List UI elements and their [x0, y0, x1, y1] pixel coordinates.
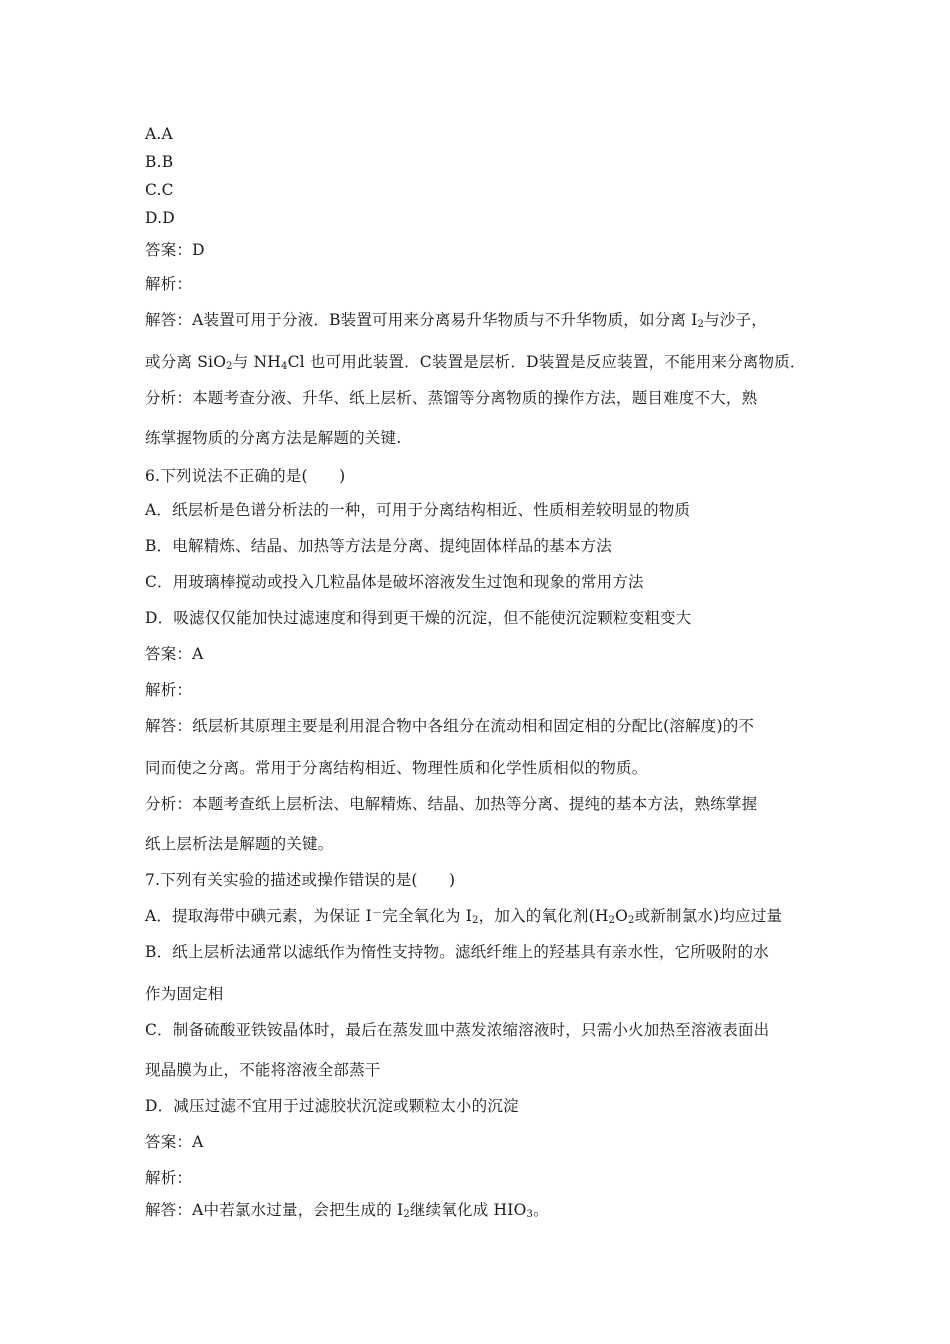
q5-option-a: A.A [145, 125, 173, 143]
q6-answer: 答案：A [145, 645, 204, 663]
q5-analysis-line-2: 练掌握物质的分离方法是解题的关键. [145, 429, 402, 447]
q5-option-b: B.B [145, 153, 174, 171]
q6-option-a: A．纸层析是色谱分析法的一种，可用于分离结构相近、性质相差较明显的物质 [145, 501, 691, 519]
q5-analysis-label: 解析： [145, 275, 193, 293]
q7-solution: 解答：A中若氯水过量，会把生成的 $I_2$继续氧化成 $HIO_3$。 [145, 1201, 549, 1220]
q6-solution-line-1: 解答：纸层析其原理主要是利用混合物中各组分在流动相和固定相的分配比(溶解度)的不 [145, 717, 755, 735]
q5-analysis-line-1: 分析：本题考查分液、升华、纸上层析、蒸馏等分离物质的操作方法，题目难度不大，熟 [145, 389, 758, 407]
q7-option-c-line-2: 现晶膜为止，不能将溶液全部蒸干 [145, 1061, 381, 1079]
q7-stem: 7.下列有关实验的描述或操作错误的是( ) [145, 871, 456, 889]
q6-analysis-line-1: 分析：本题考查纸上层析法、电解精炼、结晶、加热等分离、提纯的基本方法，熟练掌握 [145, 795, 758, 813]
q5-solution-line-2: 或分离 SiO$_2$与 $NH_4Cl$ 也可用此装置．C装置是层析．D装置是反应装置，不能用来分离物质． [145, 353, 806, 372]
q7-option-a: A．提取海带中碘元素，为保证 I－完全氧化为 $I_2$，加入的氧化剂($H_2O_2$或新制氯水)均应过量 [145, 907, 783, 926]
q7-option-d: D．减压过滤不宜用于过滤胶状沉淀或颗粒太小的沉淀 [145, 1097, 519, 1115]
q5-option-d: D.D [145, 209, 175, 227]
q7-analysis-label: 解析： [145, 1169, 193, 1187]
q6-analysis-label: 解析： [145, 681, 193, 699]
q6-analysis-line-2: 纸上层析法是解题的关键。 [145, 835, 334, 853]
q6-stem: 6.下列说法不正确的是( ) [145, 467, 346, 485]
q5-solution-line-1: 解答：A装置可用于分液．B装置可用来分离易升华物质与不升华物质，如分离 $I_2$与沙子， [145, 311, 767, 330]
q6-option-b: B．电解精炼、结晶、加热等方法是分离、提纯固体样品的基本方法 [145, 537, 612, 555]
q7-option-b-line-2: 作为固定相 [145, 985, 224, 1003]
q6-option-c: C．用玻璃棒搅动或投入几粒晶体是破坏溶液发生过饱和现象的常用方法 [145, 573, 644, 591]
q6-option-d: D．吸滤仅仅能加快过滤速度和得到更干燥的沉淀，但不能使沉淀颗粒变粗变大 [145, 609, 692, 627]
q6-solution-line-2: 同而使之分离。常用于分离结构相近、物理性质和化学性质相似的物质。 [145, 759, 648, 777]
q5-answer: 答案：D [145, 241, 205, 259]
q7-answer: 答案：A [145, 1133, 204, 1151]
q7-option-b-line-1: B．纸上层析法通常以滤纸作为惰性支持物。滤纸纤维上的羟基具有亲水性，它所吸附的水 [145, 943, 769, 961]
q5-option-c: C.C [145, 181, 174, 199]
q7-option-c-line-1: C．制备硫酸亚铁铵晶体时，最后在蒸发皿中蒸发浓缩溶液时，只需小火加热至溶液表面出 [145, 1021, 770, 1039]
